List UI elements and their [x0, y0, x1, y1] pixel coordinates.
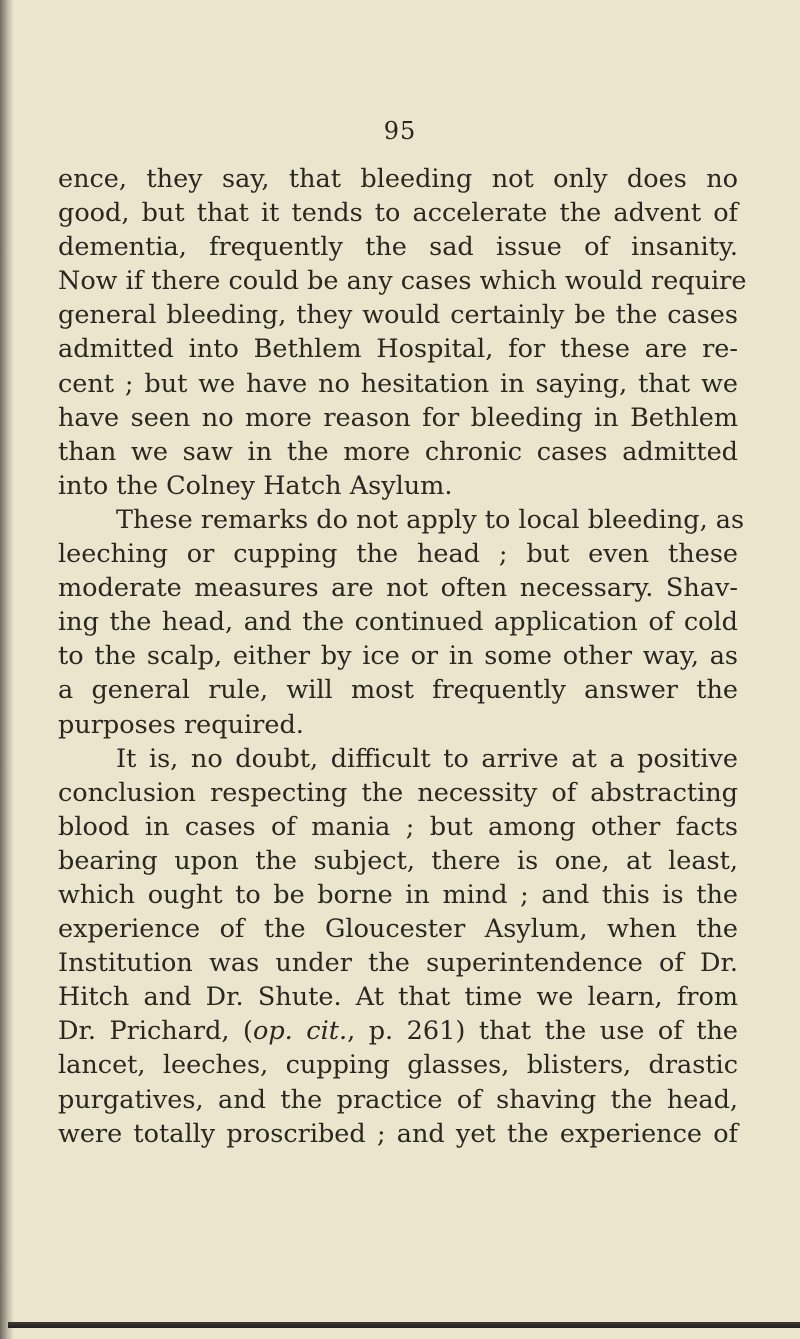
text-line — [58, 1014, 738, 1048]
text-line: to the scalp, either by ice or in some other way, as — [58, 641, 738, 672]
text-line: It is, no doubt, difficult to arrive at a positive — [116, 743, 738, 774]
text-line: which ought to be borne in mind ; and this is the — [58, 879, 738, 910]
text-line: into the Colney Hatch Asylum. — [58, 470, 453, 501]
text-line: experience of the Gloucester Asylum, when the — [58, 914, 738, 945]
text-run: Dr. Prichard, ( — [58, 1016, 253, 1047]
citation-italic: op. cit. — [252, 1016, 348, 1047]
text-line: purgatives, and the practice of shaving the head, — [58, 1084, 738, 1115]
text-line: have seen no more reason for bleeding in Bethlem — [58, 402, 738, 433]
text-line: lancet, leeches, cupping glasses, blisters, drastic — [58, 1050, 738, 1081]
text-line: ing the head, and the continued application of cold — [58, 607, 738, 638]
text-line: than we saw in the more chronic cases admitted — [58, 436, 738, 467]
text-line: dementia, frequently the sad issue of insanity. — [58, 232, 738, 263]
page-number: 95 — [383, 117, 417, 145]
text-line: ence, they say, that bleeding not only does no — [58, 164, 738, 194]
body-text — [58, 162, 747, 1151]
page-binding-gutter — [0, 0, 14, 1339]
text-line: blood in cases of mania ; but among other facts — [58, 811, 738, 842]
text-line: bearing upon the subject, there is one, at least, — [58, 845, 738, 876]
text-line: Institution was under the superintendence of Dr. — [58, 948, 738, 979]
text-line: purposes required. — [58, 709, 304, 740]
text-line: were totally proscribed ; and yet the experience of — [58, 1118, 738, 1149]
text-line: admitted into Bethlem Hospital, for these are re- — [58, 334, 738, 365]
text-line: moderate measures are not often necessary. Shav- — [58, 573, 738, 604]
text-line: These remarks do not apply to local bleeding, as — [116, 504, 745, 535]
text-line: a general rule, will most frequently answer the — [58, 675, 738, 706]
page-bottom-edge — [8, 1322, 800, 1328]
text-line: cent ; but we have no hesitation in saying, that we — [58, 368, 738, 399]
text-line: conclusion respecting the necessity of abstracting — [58, 777, 738, 808]
text-line: good, but that it tends to accelerate the advent of — [58, 198, 738, 229]
text-run: , p. 261) that the use of the — [347, 1016, 738, 1047]
text-line: Hitch and Dr. Shute. At that time we learn, from — [58, 982, 738, 1013]
text-line: leeching or cupping the head ; but even these — [58, 539, 738, 570]
text-line: Now if there could be any cases which would require — [58, 266, 747, 297]
text-line: general bleeding, they would certainly be the cases — [58, 300, 738, 331]
